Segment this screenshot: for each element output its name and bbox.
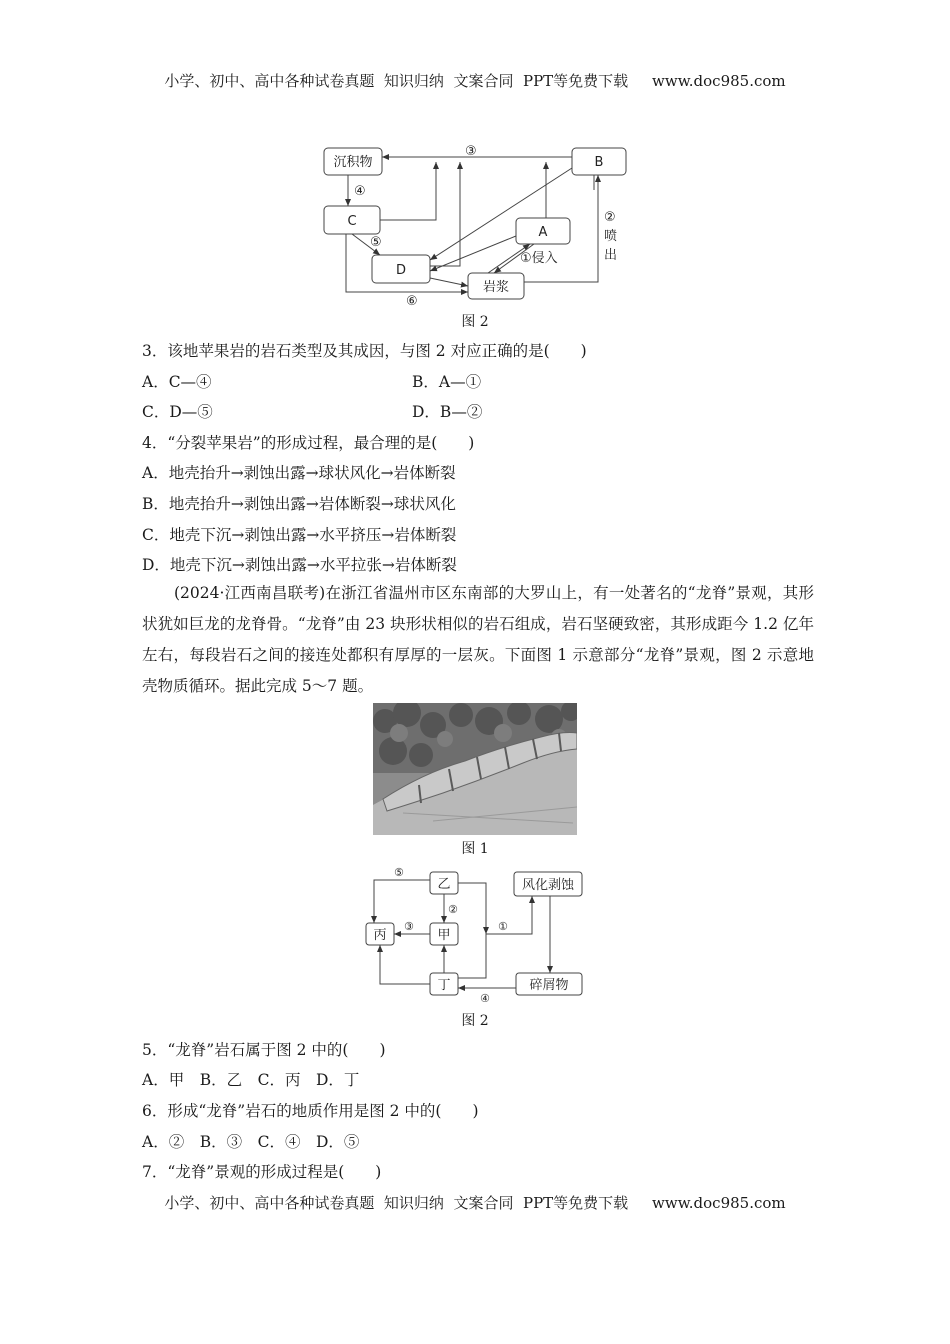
- box-sediment-label: 沉积物: [333, 155, 373, 170]
- material-paragraph: [142, 578, 814, 702]
- box-b-label: B: [594, 155, 604, 170]
- dragon-spine-photo: [373, 703, 577, 835]
- q4-option-d: D．地壳下沉→剥蚀出露→水平拉张→岩体断裂: [142, 556, 457, 574]
- footer-text: 小学、初中、高中各种试卷真题 知识归纳 文案合同 PPT等免费下载: [164, 1194, 629, 1212]
- q3-option-d: D．B—②: [412, 403, 483, 421]
- box-magma-label: 岩浆: [482, 280, 510, 295]
- fig2-label-3: ③: [404, 920, 414, 933]
- q4-option-a: A．地壳抬升→剥蚀出露→球状风化→岩体断裂: [142, 464, 456, 482]
- label-6: ⑥: [406, 294, 418, 308]
- fig2-label-1: ①: [498, 920, 508, 933]
- fig2-label-4: ④: [480, 992, 490, 1002]
- label-5: ⑤: [370, 235, 382, 250]
- q6-options: A．② B．③ C．④ D．⑤: [142, 1133, 360, 1151]
- label-2-chu: 出: [604, 248, 618, 263]
- label-4: ④: [354, 184, 366, 199]
- label-1-intrusion: ①侵入: [520, 251, 558, 266]
- material-text: (2024·江西南昌联考)在浙江省温州市区东南部的大罗山上，有一处著名的“龙脊”景观，其形状犹如巨龙的龙脊骨。“龙脊”由 23 块形状相似的岩石组成，岩石坚硬致密，其形成距今 1.2 亿年左右，每段岩石之间的接连处都积有厚厚的一层灰。下面图 1 示意部分“龙脊”景观，图 2 示意地壳物质循环。据此完成 5～7 题。: [142, 584, 814, 695]
- box-ding-label: 丁: [437, 978, 451, 993]
- label-3: ③: [465, 144, 477, 159]
- fig2-caption: 图 2: [461, 1013, 489, 1029]
- q4-option-c: C．地壳下沉→剥蚀出露→水平挤压→岩体断裂: [142, 526, 457, 544]
- q6-stem: 6．形成“龙脊”岩石的地质作用是图 2 中的( ): [142, 1102, 479, 1120]
- crust-cycle-diagram: [360, 862, 600, 1002]
- q3-option-c: C．D—⑤: [142, 403, 213, 421]
- box-a-label: A: [538, 225, 548, 240]
- q4-option-b: B．地壳抬升→剥蚀出露→岩体断裂→球状风化: [142, 495, 456, 513]
- q7-stem: 7．“龙脊”景观的形成过程是( ): [142, 1163, 382, 1181]
- q5-stem: 5．“龙脊”岩石属于图 2 中的( ): [142, 1041, 386, 1059]
- header-site: www.doc985.com: [652, 72, 786, 90]
- rock-cycle-diagram-top: [310, 138, 640, 308]
- fig2-label-5: ⑤: [394, 866, 404, 879]
- label-2: ②: [604, 210, 616, 225]
- page-footer: [0, 1192, 950, 1213]
- box-jia-label: 甲: [437, 928, 451, 943]
- q3-stem: 3．该地苹果岩的岩石类型及其成因，与图 2 对应正确的是( ): [142, 342, 587, 360]
- header-text: 小学、初中、高中各种试卷真题 知识归纳 文案合同 PPT等免费下载: [164, 72, 629, 90]
- box-yi-label: 乙: [437, 877, 451, 892]
- fig1-caption: 图 1: [461, 841, 489, 857]
- fig-top-caption: 图 2: [461, 314, 489, 330]
- box-bing-label: 丙: [373, 928, 387, 943]
- label-2-pen: 喷: [604, 229, 618, 244]
- page-header: [0, 70, 950, 91]
- footer-site: www.doc985.com: [652, 1194, 786, 1212]
- box-debris-label: 碎屑物: [529, 978, 569, 993]
- box-d-label: D: [395, 263, 407, 278]
- box-c-label: C: [347, 214, 357, 229]
- box-weathering-label: 风化剥蚀: [521, 878, 575, 893]
- q3-option-a: A．C—④: [142, 373, 212, 391]
- q5-options: A．甲 B．乙 C．丙 D．丁: [142, 1071, 360, 1089]
- fig2-label-2: ②: [448, 903, 458, 916]
- q4-stem: 4．“分裂苹果岩”的形成过程，最合理的是( ): [142, 434, 475, 452]
- q3-option-b: B．A—①: [412, 373, 482, 391]
